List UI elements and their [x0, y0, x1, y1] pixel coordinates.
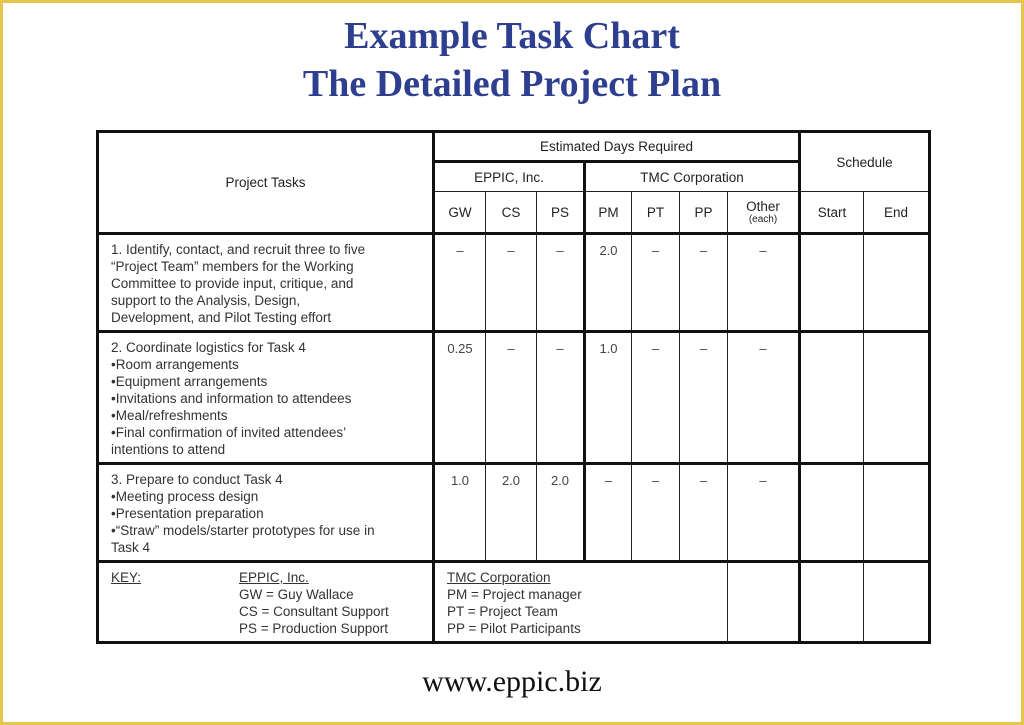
end-cell	[864, 464, 930, 562]
task-line: •“Straw” models/starter prototypes for use in	[111, 523, 375, 538]
value-cell: –	[728, 332, 800, 464]
key-tmc-cell	[434, 562, 728, 643]
project-plan-table	[96, 130, 931, 644]
tmc-header: TMC Corporation	[585, 162, 800, 192]
col-pm: PM	[585, 192, 632, 234]
task-cell-1	[98, 234, 434, 332]
col-other-label: Other	[746, 199, 780, 214]
task-cell-2	[98, 332, 434, 464]
key-label-block	[111, 569, 141, 586]
key-eppic-title: EPPIC, Inc.	[239, 570, 309, 585]
task-line: “Project Team” members for the Working	[111, 259, 354, 274]
value-cell: –	[680, 234, 728, 332]
col-end: End	[864, 192, 930, 234]
project-tasks-header: Project Tasks	[98, 132, 434, 234]
task-line: •Invitations and information to attendees	[111, 391, 352, 406]
key-line: CS = Consultant Support	[239, 604, 389, 619]
task-line: Committee to provide input, critique, and	[111, 276, 354, 291]
table-row	[98, 464, 930, 562]
key-line: GW = Guy Wallace	[239, 587, 354, 602]
end-cell	[864, 332, 930, 464]
task-line: 1. Identify, contact, and recruit three to five	[111, 242, 366, 257]
value-cell: –	[486, 332, 537, 464]
value-cell: –	[434, 234, 486, 332]
value-cell: –	[585, 464, 632, 562]
end-cell	[864, 234, 930, 332]
value-cell: –	[728, 464, 800, 562]
col-gw: GW	[434, 192, 486, 234]
title-line-1: Example Task Chart	[344, 15, 680, 57]
start-cell	[800, 234, 864, 332]
col-pt: PT	[632, 192, 680, 234]
task-line: •Equipment arrangements	[111, 374, 268, 389]
value-cell: 1.0	[434, 464, 486, 562]
value-cell: 2.0	[537, 464, 585, 562]
task-line: 3. Prepare to conduct Task 4	[111, 472, 283, 487]
task-line: intentions to attend	[111, 442, 226, 457]
value-cell: –	[680, 332, 728, 464]
footer-url: www.eppic.biz	[422, 665, 602, 698]
key-end-cell	[864, 562, 930, 643]
table-row	[98, 332, 930, 464]
value-cell: 0.25	[434, 332, 486, 464]
value-cell: –	[728, 234, 800, 332]
col-ps: PS	[537, 192, 585, 234]
schedule-header: Schedule	[800, 132, 930, 192]
start-cell	[800, 464, 864, 562]
key-eppic-cell	[98, 562, 434, 643]
value-cell: –	[537, 234, 585, 332]
value-cell: –	[486, 234, 537, 332]
table-row	[98, 234, 930, 332]
col-pp: PP	[680, 192, 728, 234]
key-line: PP = Pilot Participants	[447, 621, 581, 636]
task-line: support to the Analysis, Design,	[111, 293, 301, 308]
task-line: •Room arrangements	[111, 357, 239, 372]
col-other	[728, 192, 800, 234]
key-line: PS = Production Support	[239, 621, 388, 636]
task-line: 2. Coordinate logistics for Task 4	[111, 340, 306, 355]
estimated-days-header: Estimated Days Required	[434, 132, 800, 162]
task-cell-3	[98, 464, 434, 562]
value-cell: –	[632, 464, 680, 562]
task-line: •Presentation preparation	[111, 506, 264, 521]
key-tmc-title: TMC Corporation	[447, 570, 551, 585]
task-line: •Final confirmation of invited attendees’	[111, 425, 347, 440]
key-other-cell	[728, 562, 800, 643]
key-line: PM = Project manager	[447, 587, 582, 602]
key-row	[98, 562, 930, 643]
key-label: KEY:	[111, 570, 142, 585]
key-line: PT = Project Team	[447, 604, 558, 619]
task-line: Development, and Pilot Testing effort	[111, 310, 332, 325]
col-start: Start	[800, 192, 864, 234]
task-line: •Meal/refreshments	[111, 408, 228, 423]
col-cs: CS	[486, 192, 537, 234]
key-eppic-block	[239, 569, 389, 637]
value-cell: 2.0	[585, 234, 632, 332]
task-line: •Meeting process design	[111, 489, 259, 504]
value-cell: –	[680, 464, 728, 562]
title-line-2: The Detailed Project Plan	[302, 63, 722, 105]
task-line: Task 4	[111, 540, 151, 555]
value-cell: –	[537, 332, 585, 464]
eppic-header: EPPIC, Inc.	[434, 162, 585, 192]
start-cell	[800, 332, 864, 464]
value-cell: 1.0	[585, 332, 632, 464]
value-cell: –	[632, 234, 680, 332]
value-cell: 2.0	[486, 464, 537, 562]
value-cell: –	[632, 332, 680, 464]
col-other-sub: (each)	[748, 214, 778, 225]
key-start-cell	[800, 562, 864, 643]
